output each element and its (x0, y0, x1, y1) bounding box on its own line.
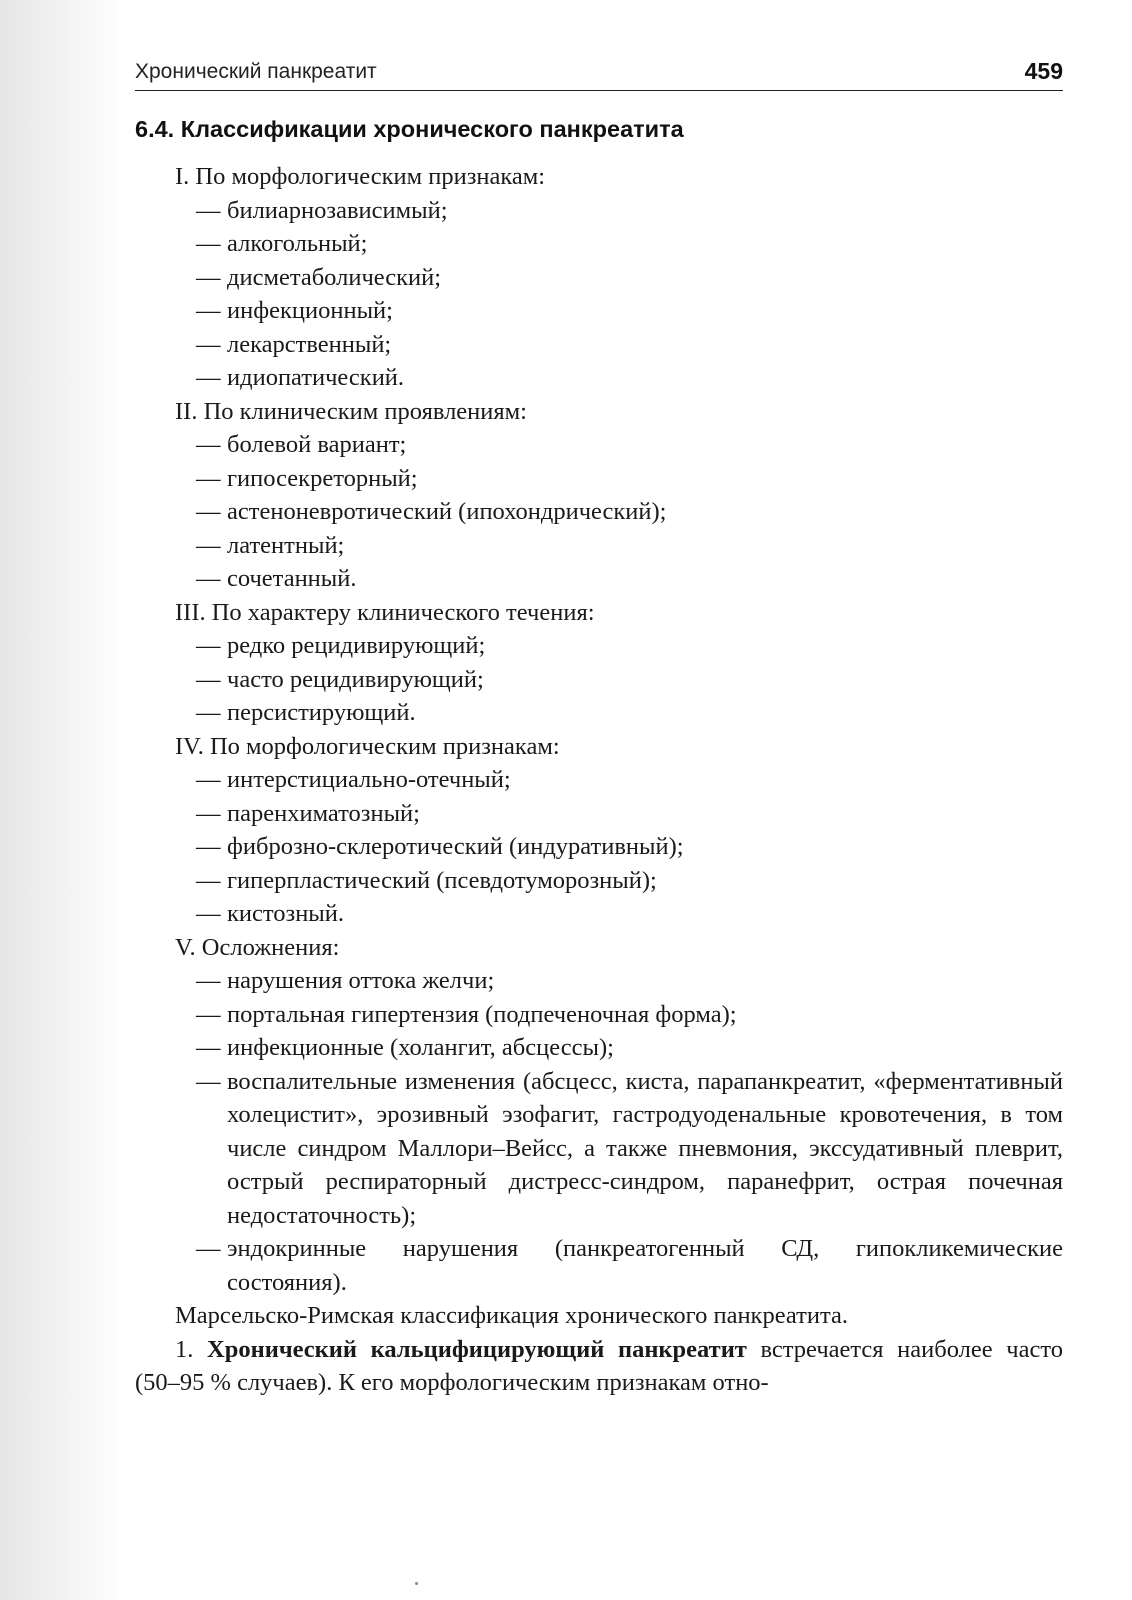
dash-marker: — (196, 699, 221, 726)
list-item (135, 830, 1063, 864)
list-item (135, 227, 1063, 261)
list-item-text: персистирующий. (227, 699, 416, 726)
list-item-text: инфекционный; (227, 297, 393, 324)
list-item (135, 629, 1063, 663)
list-item (135, 797, 1063, 831)
list-item (135, 328, 1063, 362)
list-item (135, 562, 1063, 596)
dash-marker: — (196, 1067, 221, 1095)
dash-marker: — (196, 1235, 221, 1262)
page-gutter-shadow (0, 0, 125, 1600)
list-item (135, 529, 1063, 563)
dash-marker: — (196, 1000, 221, 1028)
dash-marker: — (196, 330, 221, 358)
list-item (135, 495, 1063, 529)
list-item-text: часто рецидивирующий; (227, 665, 484, 693)
list-item-text: алкогольный; (227, 230, 368, 257)
scan-speck (415, 1582, 418, 1585)
paragraph-marseille: Марсельско-Римская классификация хронического панкреатита. (175, 1302, 848, 1329)
list-item-text: воспалительные изменения (абсцесс, киста, парапанкреатит, «ферментативный холецистит», эрозивный эзофагит, гастродуоденальные кровотечения, в том числе синдром Маллори–Вейсс, а также пневмония, экссудативный плеврит, острый респираторный дистресс-синдром, паранефрит, острая почечная недостаточность); (227, 1067, 1063, 1229)
list-item (135, 194, 1063, 228)
list-item-text: болевой вариант; (227, 431, 407, 458)
list-item (135, 964, 1063, 998)
dash-marker: — (196, 263, 221, 291)
dash-marker: — (196, 866, 221, 894)
dash-marker: — (196, 565, 221, 592)
section-title: 6.4. Классификации хронического панкреатита (135, 116, 684, 142)
dash-marker: — (196, 498, 221, 525)
term-calcifying-pancreatitis: Хронический кальцифицирующий панкреатит (207, 1335, 747, 1363)
list-item (135, 763, 1063, 797)
list-item-text: нарушения оттока желчи; (227, 967, 495, 994)
dash-marker: — (196, 431, 221, 458)
dash-marker: — (196, 364, 221, 391)
paragraph-text: встречается наиболее часто (50–95 % случаев). К его морфологическим признакам отно- (135, 1335, 1063, 1396)
dash-marker: — (196, 967, 221, 994)
list-item-text: лекарственный; (227, 330, 392, 358)
list-item-text: латентный; (227, 531, 345, 559)
list-item (135, 261, 1063, 295)
dash-marker: — (196, 665, 221, 693)
list-item-text: гиперпластический (псевдотуморозный); (227, 866, 657, 894)
classification-heading: II. По клиническим проявлениям: (175, 397, 527, 425)
list-item (135, 462, 1063, 496)
list-item-text: сочетанный. (227, 565, 357, 592)
list-item-text: интерстициально-отечный; (227, 766, 511, 793)
dash-marker: — (196, 297, 221, 324)
paragraph-calcifying (135, 1333, 1063, 1400)
list-item (135, 663, 1063, 697)
list-item-text: билиарнозависимый; (227, 196, 448, 224)
dash-marker: — (196, 766, 221, 793)
list-item-text: паренхиматозный; (227, 799, 420, 827)
dash-marker: — (196, 833, 221, 860)
list-item (135, 1031, 1063, 1065)
classification-list (135, 160, 1063, 1299)
dash-marker: — (196, 196, 221, 224)
running-header (135, 58, 1063, 91)
list-item (135, 428, 1063, 462)
paragraph-number: 1. (175, 1335, 208, 1363)
dash-marker: — (196, 230, 221, 257)
list-item (135, 361, 1063, 395)
classification-heading: IV. По морфологическим признакам: (175, 732, 560, 760)
list-item (135, 864, 1063, 898)
dash-marker: — (196, 464, 221, 492)
dash-marker: — (196, 799, 221, 827)
dash-marker: — (196, 632, 221, 659)
list-item (135, 294, 1063, 328)
dash-marker: — (196, 1034, 221, 1061)
page-body (135, 160, 1063, 1400)
list-item (135, 897, 1063, 931)
list-item-text: фиброзно-склеротический (индуративный); (227, 833, 684, 860)
classification-heading: III. По характеру клинического течения: (175, 598, 595, 626)
dash-marker: — (196, 900, 221, 927)
list-item (135, 1065, 1063, 1233)
list-item (135, 696, 1063, 730)
classification-heading: V. Осложнения: (175, 933, 340, 961)
list-item-text: инфекционные (холангит, абсцессы); (227, 1034, 614, 1061)
list-item-text: идиопатический. (227, 364, 405, 391)
list-item-text: портальная гипертензия (подпеченочная форма); (227, 1000, 737, 1028)
list-item-text: эндокринные нарушения (панкреатогенный СД, гипокликемические состояния). (227, 1235, 1063, 1296)
list-item (135, 1232, 1063, 1299)
list-item (135, 998, 1063, 1032)
list-item-text: редко рецидивирующий; (227, 632, 486, 659)
running-title: Хронический панкреатит (135, 60, 377, 83)
list-item-text: гипосекреторный; (227, 464, 418, 492)
list-item-text: астеноневротический (ипохондрический); (227, 498, 667, 525)
page-number: 459 (1024, 58, 1063, 84)
list-item-text: дисметаболический; (227, 263, 442, 291)
dash-marker: — (196, 531, 221, 559)
classification-heading: I. По морфологическим признакам: (175, 163, 546, 190)
list-item-text: кистозный. (227, 900, 345, 927)
